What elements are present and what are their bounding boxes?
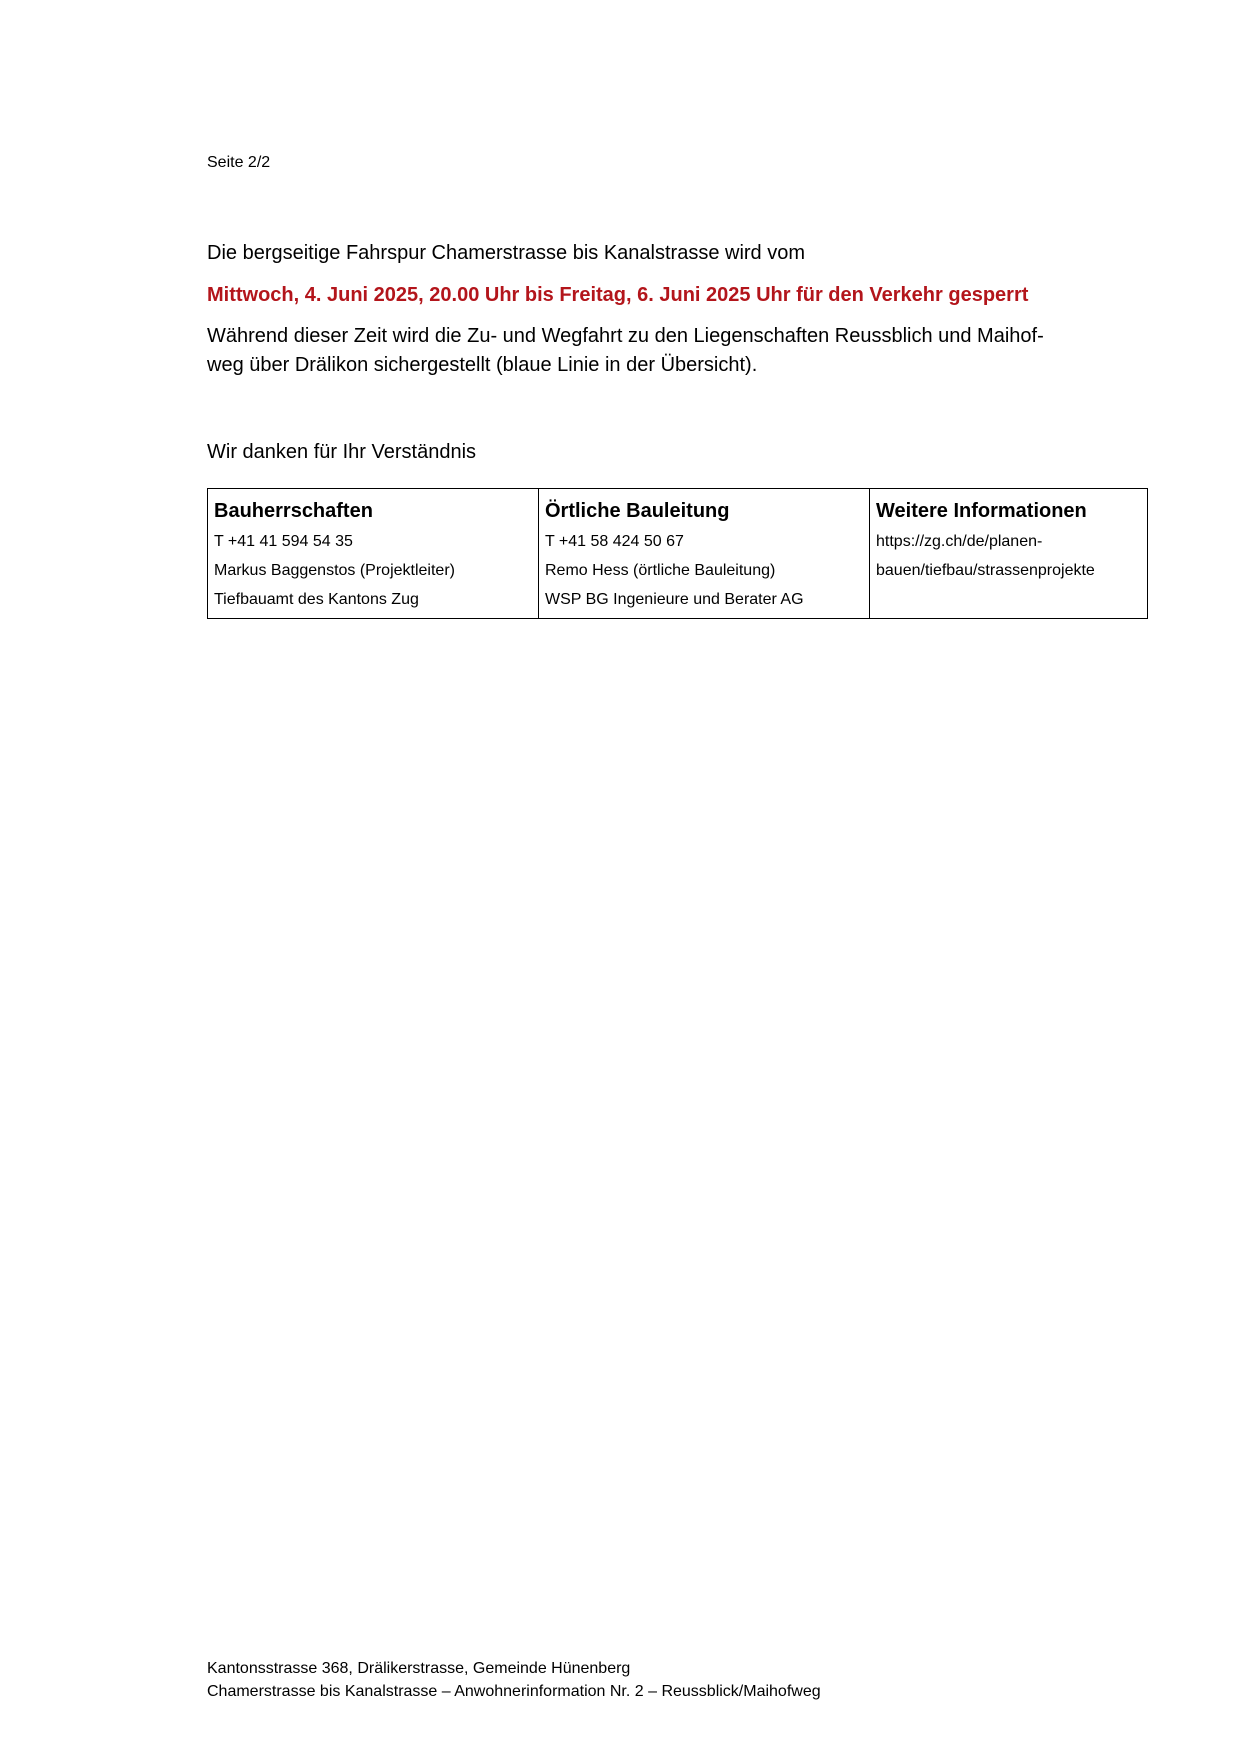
contact-cell-bauherrschaften — [208, 489, 539, 619]
thanks-text: Wir danken für Ihr Verständnis — [207, 441, 477, 463]
informationen-url-line-2[interactable]: bauen/tiefbau/strassenprojekte — [876, 562, 1095, 579]
bauleitung-phone: T +41 58 424 50 67 — [545, 533, 684, 550]
contact-row — [208, 489, 1148, 619]
informationen-url-line-1[interactable]: https://zg.ch/de/planen- — [876, 533, 1043, 550]
bauleitung-organization: WSP BG Ingenieure und Berater AG — [545, 591, 804, 608]
footer-line-2: Chamerstrasse bis Kanalstrasse – Anwohnerinformation Nr. 2 – Reussblick/Maihofweg — [207, 1683, 821, 1700]
page-number: Seite 2/2 — [207, 154, 271, 171]
footer — [207, 1657, 821, 1703]
bauherrschaften-title: Bauherrschaften — [214, 500, 373, 522]
closure-period: Mittwoch, 4. Juni 2025, 20.00 Uhr bis Freitag, 6. Juni 2025 Uhr für den Verkehr gesperrt — [207, 284, 1029, 306]
access-paragraph — [207, 322, 1142, 380]
bauleitung-person: Remo Hess (örtliche Bauleitung) — [545, 562, 776, 579]
bauleitung-title: Örtliche Bauleitung — [545, 500, 730, 522]
footer-line-1: Kantonsstrasse 368, Drälikerstrasse, Gemeinde Hünenberg — [207, 1660, 631, 1677]
bauherrschaften-person: Markus Baggenstos (Projektleiter) — [214, 562, 455, 579]
bauherrschaften-phone: T +41 41 594 54 35 — [214, 533, 353, 550]
contact-cell-bauleitung — [539, 489, 870, 619]
bauherrschaften-organization: Tiefbauamt des Kantons Zug — [214, 591, 419, 608]
contact-table — [207, 488, 1148, 619]
access-line-2: weg über Drälikon sichergestellt (blaue Linie in der Übersicht). — [207, 354, 758, 376]
informationen-title: Weitere Informationen — [876, 500, 1087, 522]
intro-text: Die bergseitige Fahrspur Chamerstrasse bis Kanalstrasse wird vom — [207, 242, 806, 264]
contact-cell-informationen — [870, 489, 1148, 619]
access-line-1: Während dieser Zeit wird die Zu- und Wegfahrt zu den Liegenschaften Reussblich und Maihof- — [207, 325, 1044, 347]
